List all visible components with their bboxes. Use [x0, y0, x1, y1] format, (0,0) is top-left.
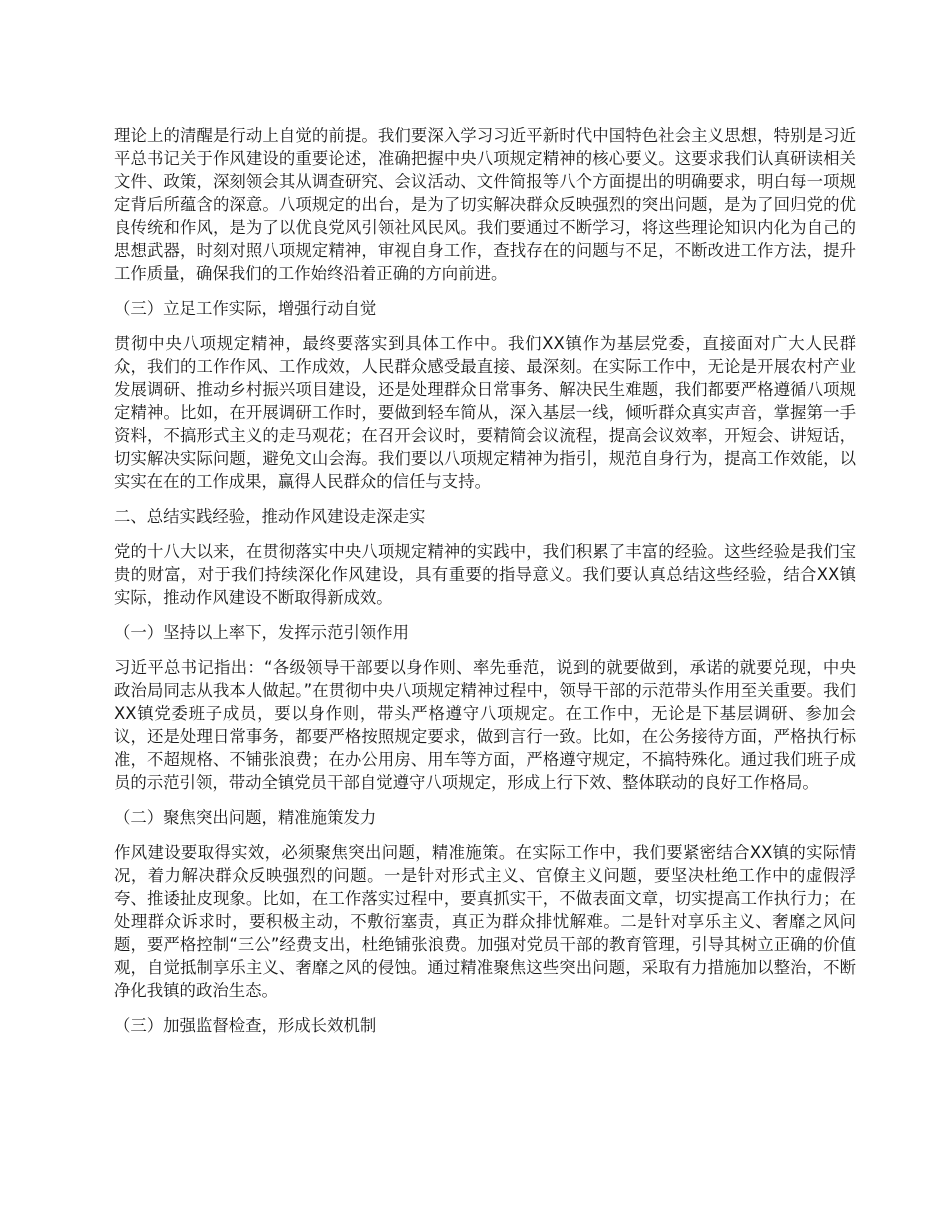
section-heading-supervision: （三）加强监督检查，形成长效机制 [114, 1016, 377, 1035]
paragraph-implementation: 贯彻中央八项规定精神，最终要落实到具体工作中。我们XX镇作为基层党委，直接面对广大人民群众，我们的工作作风、工作成效，人民群众感受最直接、最深刻。在实际工作中，无论是开展农村产业发展调研、推动乡村振兴项目建设，还是处理群众日常事务、解决民生难题，我们都要严格遵循八项规定精神。比如，在开展调研工作时，要做到轻车简从，深入基层一线，倾听群众真实声音，掌握第一手资料，不搞形式主义的走马观花；在召开会议时，要精简会议流程，提高会议效率，开短会、讲短话，切实解决实际问题，避免文山会海。我们要以八项规定精神为指引，规范自身行为，提高工作效能，以实实在在的工作成果，赢得人民群众的信任与支持。 [114, 334, 856, 491]
section-heading-focus-problems: （二）聚焦突出问题，精准施策发力 [114, 808, 377, 827]
section-heading-lead-by-example: （一）坚持以上率下，发挥示范引领作用 [114, 623, 410, 642]
paragraph-lead-by-example: 习近平总书记指出：“各级领导干部要以身作则、率先垂范，说到的就要做到，承诺的就要兑现，中央政治局同志从我本人做起。”在贯彻中央八项规定精神过程中，领导干部的示范带头作用至关重要。我们XX镇党委班子成员，要以身作则，带头严格遵守八项规定。在工作中，无论是下基层调研、参加会议，还是处理日常事务，都要严格按照规定要求，做到言行一致。比如，在公务接待方面，严格执行标准，不超规格、不铺张浪费；在办公用房、用车等方面，严格遵守规定，不搞特殊化。通过我们班子成员的示范引领，带动全镇党员干部自觉遵守八项规定，形成上行下效、整体联动的良好工作格局。 [114, 658, 856, 792]
section-heading-summary-experience: 二、总结实践经验，推动作风建设走深走实 [114, 507, 426, 526]
paragraph-experience: 党的十八大以来，在贯彻落实中央八项规定精神的实践中，我们积累了丰富的经验。这些经验是我们宝贵的财富，对于我们持续深化作风建设，具有重要的指导意义。我们要认真总结这些经验，结合XX镇实际，推动作风建设不断取得新成效。 [114, 542, 856, 607]
paragraph-focus-problems: 作风建设要取得实效，必须聚焦突出问题，精准施策。在实际工作中，我们要紧密结合XX镇的实际情况，着力解决群众反映强烈的问题。一是针对形式主义、官僚主义问题，要坚决杜绝工作中的虚假浮夸、推诿扯皮现象。比如，在工作落实过程中，要真抓实干，不做表面文章，切实提高工作执行力；在处理群众诉求时，要积极主动，不敷衍塞责，真正为群众排忧解难。二是针对享乐主义、奢靡之风问题，要严格控制“三公”经费支出，杜绝铺张浪费。加强对党员干部的教育管理，引导其树立正确的价值观，自觉抵制享乐主义、奢靡之风的侵蚀。通过精准聚焦这些突出问题，采取有力措施加以整治，不断净化我镇的政治生态。 [114, 843, 856, 1000]
paragraph-theory: 理论上的清醒是行动上自觉的前提。我们要深入学习习近平新时代中国特色社会主义思想，特别是习近平总书记关于作风建设的重要论述，准确把握中央八项规定精神的核心要义。这要求我们认真研读相关文件、政策，深刻领会其从调查研究、会议活动、文件简报等八个方面提出的明确要求，明白每一项规定背后所蕴含的深意。八项规定的出台，是为了切实解决群众反映强烈的突出问题，是为了回归党的优良传统和作风，是为了以优良党风引领社风民风。我们要通过不断学习，将这些理论知识内化为自己的思想武器，时刻对照八项规定精神，审视自身工作，查找存在的问题与不足，不断改进工作方法，提升工作质量，确保我们的工作始终沿着正确的方向前进。 [114, 126, 856, 283]
document-body [114, 124, 856, 1049]
section-heading-work-practice: （三）立足工作实际，增强行动自觉 [114, 299, 377, 318]
